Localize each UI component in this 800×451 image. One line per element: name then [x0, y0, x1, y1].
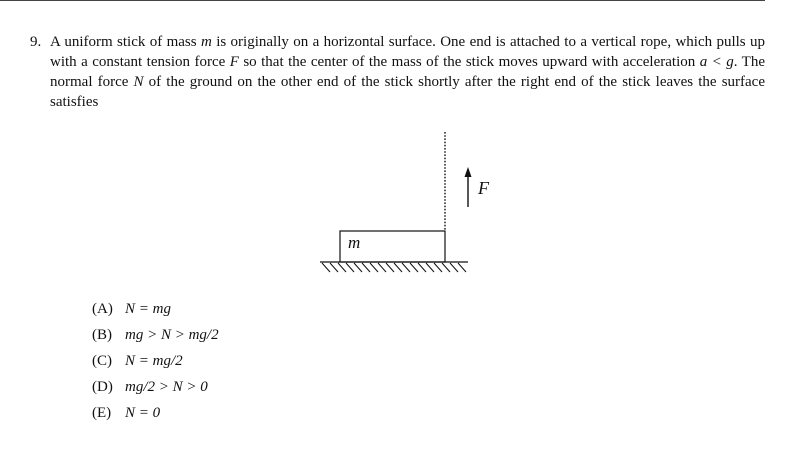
stick-diagram	[318, 132, 489, 282]
force-label: F	[478, 178, 489, 198]
stick-diagram-svg	[318, 132, 478, 282]
ground-hatching	[322, 263, 466, 272]
choice-b: (B) mg > N > mg/2	[92, 327, 219, 343]
choice-d: (D) mg/2 > N > 0	[92, 379, 208, 395]
answer-choices	[92, 296, 219, 426]
force-arrow-head	[465, 167, 472, 177]
choice-c: (C) N = mg/2	[92, 353, 183, 369]
top-rule	[0, 0, 765, 1]
choice-a: (A) N = mg	[92, 301, 171, 317]
question-number: 9.	[30, 34, 42, 50]
choice-e: (E) N = 0	[92, 405, 161, 421]
question-block	[30, 32, 765, 112]
question-text: A uniform stick of mass m is originally on a horizontal surface. One end is attached to a vertical rope, which pulls up with a constant tension force F so that the center of the mass of the stick moves upward with acceleration a < g. The normal force N of the ground on the other end of the stick shortly after the right end of the stick leaves the surface satisfies	[50, 34, 766, 110]
mass-label: m	[348, 233, 361, 252]
